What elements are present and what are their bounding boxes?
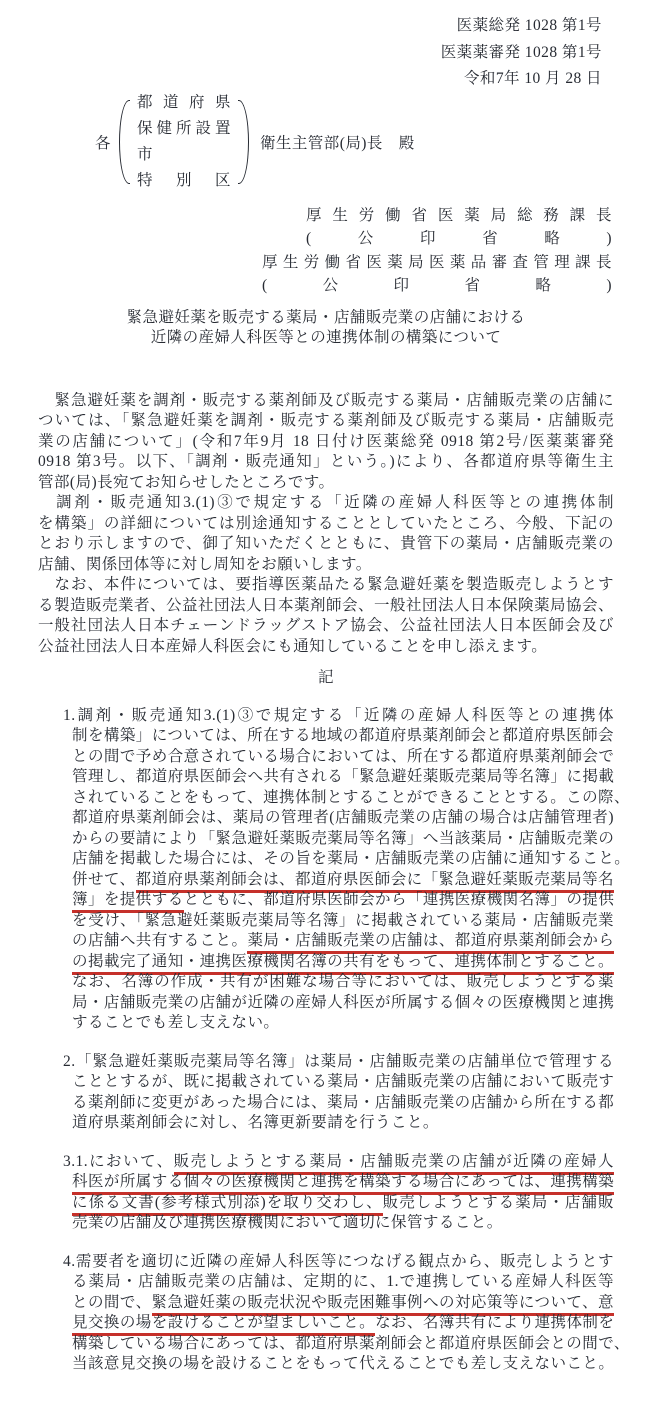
text-line (72, 808, 614, 829)
text-line (72, 952, 614, 973)
text-line (38, 555, 614, 576)
paragraph (38, 575, 614, 657)
ki-heading: 記 (318, 669, 334, 686)
text-line (63, 1252, 614, 1273)
text-line (72, 993, 614, 1014)
text-line (72, 890, 614, 911)
list-item-3 (38, 1152, 614, 1234)
text-line (38, 411, 614, 432)
red-underlined-text: に係る文書(参考様式別添)を取り交わし、 (72, 1194, 383, 1216)
text-segment: 都道府県薬剤師会は、薬局の管理者(店舗販売業の店舗の場合は店舗管理者) (72, 809, 614, 826)
text-line (72, 1272, 614, 1293)
text-line (38, 616, 614, 637)
text-segment: る薬局・店舗販売業の店舗は、定期的に、1.で連携している産婦人科医等 (72, 1273, 614, 1290)
text-line (72, 726, 614, 747)
text-segment: 4.需要者を適切に近隣の産婦人科医等につなげる観点から、販売しようとす (63, 1252, 614, 1270)
text-line (72, 931, 614, 952)
text-segment: とともに、都道府県医師会から「連携医療機関名簿」の提供 (183, 891, 615, 908)
text-segment: 一般社団法人日本チェーンドラッグストア協会、公益社団法人日本医師会及び (38, 617, 614, 634)
text-line (38, 473, 614, 494)
addressee-suffix: 衛生主管部(局)長 殿 (259, 134, 415, 152)
text-segment: を受け、「緊急避妊薬販売薬局等名簿」に掲載されている薬局・店舗販売業 (72, 911, 614, 929)
right-bracket (238, 100, 249, 184)
text-segment: 店舗を掲載した場合には、その旨を薬局・店舗販売業の店舗に通知すること。 (72, 850, 631, 867)
text-line (72, 1334, 630, 1355)
text-line (38, 575, 614, 596)
list-item-2 (38, 1052, 614, 1134)
text-line (72, 1113, 614, 1134)
text-segment: 管部(局)長宛てお知らせしたところです。 (38, 473, 335, 491)
text-segment: 道府県薬剤師会に対し、名簿更新要請を行うこと。 (72, 1114, 439, 1131)
text-segment: 公益社団法人日本産婦人科医会にも通知していることを申し添えます。 (38, 637, 548, 655)
sender-entry (306, 204, 612, 251)
text-line (72, 849, 631, 870)
text-segment: 構築している場合にあっては、都道府県薬剤師会と都道府県医師会との間で、 (72, 1334, 630, 1352)
text-segment: との間で、 (72, 1293, 152, 1311)
list-item-4 (38, 1252, 630, 1375)
text-segment: 局・店舗販売業の店舗が近隣の産婦人科医が所属する個々の医療機関と連携 (72, 993, 615, 1011)
sender-block (38, 204, 614, 298)
text-line (38, 452, 614, 473)
addressee-line: 特別区 (136, 171, 231, 189)
document-title-line: 近隣の産婦人科医等との連携体制の構築について (150, 329, 502, 346)
text-segment: の店舗へ共有すること。 (72, 932, 248, 949)
paragraph (38, 391, 614, 494)
document-body (38, 391, 614, 658)
text-line (72, 870, 614, 891)
sender-seal-omitted: (公印省略) (306, 230, 612, 247)
text-line (38, 432, 614, 453)
text-line (72, 747, 614, 768)
document-number-block (38, 13, 614, 93)
document-number-line: 医薬総発 1028 第1号 (456, 17, 602, 34)
sender-title: 厚生労働省医薬局総務課長 (306, 206, 612, 224)
text-line (63, 706, 614, 727)
text-segment: 店舗、関係団体等に対し周知をお願いします。 (38, 555, 372, 573)
text-line (63, 1152, 614, 1173)
sender-seal-omitted: (公印省略) (262, 277, 612, 294)
text-segment: 3.1.において、 (63, 1152, 174, 1170)
text-segment: 1.調剤・販売通知3.(1)③で規定する「近隣の産婦人科医等との連携体 (63, 706, 614, 724)
text-line (72, 1354, 614, 1375)
text-segment: 業の店舗について」(令和7年9月 18 日付け医薬総発 0918 第2号/医薬薬審発 (38, 432, 614, 450)
text-segment: 2.「緊急避妊薬販売薬局等名簿」は薬局・店舗販売業の店舗単位で管理する (63, 1052, 614, 1070)
text-line (38, 596, 614, 617)
red-underlined-text: 販売しようとする薬局・店舗販売業の店舗が近隣の産婦人 (174, 1153, 614, 1175)
red-underlined-text: 薬局・店舗販売業の店舗は、都道府県薬剤師会から (247, 932, 614, 954)
text-line (72, 1072, 614, 1093)
text-line (38, 391, 614, 412)
list-item-1 (38, 706, 631, 1034)
text-segment: る製造販売業者、公益社団法人日本薬剤師会、一般社団法人日本保険薬局協会、 (38, 596, 614, 614)
text-segment: 0918 第3号。以下、「調剤・販売通知」という。)により、各都道府県等衛生主 (38, 453, 614, 470)
text-line (72, 1213, 614, 1234)
document-date: 令和7年 10 月 28 日 (463, 70, 602, 87)
red-underlined-text: 見交換の場を設けることが望ましいこと。 (72, 1314, 375, 1336)
text-segment: 制を構築」については、所在する地域の都道府県薬剤師会と都道府県医師会 (72, 727, 614, 744)
text-line (72, 767, 614, 788)
text-line (38, 493, 614, 514)
text-segment: 販売しようとする薬局・店舗販 (382, 1193, 614, 1211)
red-underlined-text: 緊急避妊薬の販売状況や販売困難事例への対応策等について、意 (152, 1294, 614, 1316)
text-line (38, 637, 614, 658)
red-underlined-text: 簿」を提供する (72, 891, 184, 913)
text-line (72, 788, 630, 809)
text-line (38, 514, 614, 535)
text-segment: からの要請により「緊急避妊薬販売薬局等名簿」へ当該薬局・店舗販売業の (72, 829, 615, 847)
text-segment: 当該意見交換の場を設けることをもって代えることでも差し支えないこと。 (72, 1355, 615, 1372)
text-line (72, 829, 614, 850)
text-segment: されていることをもって、連携体制とすることができることとする。この際、 (72, 788, 630, 806)
text-segment: こととするが、既に掲載されている薬局・店舗販売業の店舗において販売す (72, 1073, 615, 1090)
text-segment: 併せて、 (72, 870, 136, 888)
text-line (72, 972, 614, 993)
red-underlined-text: 科医が所属する個々の医療機関と連携を構築する場合にあっては、連携構築 (72, 1173, 614, 1195)
sender-title: 厚生労働省医薬局医薬品審査管理課長 (262, 253, 612, 271)
text-segment: することでも差し支えない。 (72, 1014, 280, 1031)
addressee-line: 保健所設置市 (136, 119, 231, 163)
addressee-prefix: 各 (95, 134, 111, 152)
text-line (72, 1193, 614, 1214)
text-segment: を構築」の詳細については別途通知することとしていたところ、今般、下記の (38, 514, 614, 532)
red-underlined-text: の掲載完了通知・連携医療機関名簿の共有をもって、連携体制とすること。 (72, 953, 614, 975)
text-segment: 緊急避妊薬を調剤・販売する薬剤師及び販売する薬局・店舗販売業の店舗に (38, 391, 614, 409)
addressee-block (95, 93, 614, 189)
text-line (72, 1172, 614, 1193)
document-title-line: 緊急避妊薬を販売する薬局・店舗販売業の店舗における (126, 308, 526, 326)
text-line (72, 911, 614, 932)
addressee-line: 都道府県 (136, 93, 231, 111)
text-segment: 調剤・販売通知3.(1)③で規定する「近隣の産婦人科医等との連携体制 (38, 494, 614, 511)
sender-entry (262, 251, 612, 298)
text-line (72, 1293, 614, 1314)
text-segment: なお、名簿共有により連携体制を (375, 1314, 615, 1331)
addressee-bracket-lines (137, 90, 231, 194)
paragraph (38, 493, 614, 575)
text-segment: 管理し、都道府県医師会へ共有される「緊急避妊薬販売薬局等名簿」に掲載 (72, 768, 615, 785)
text-line (38, 534, 614, 555)
text-line (72, 1313, 614, 1334)
red-underlined-text: 都道府県薬剤師会は、都道府県医師会に「緊急避妊薬販売薬局等名 (136, 871, 615, 893)
text-segment: ついては、「緊急避妊薬を調剤・販売する薬剤師及び販売する薬局・店舗販売 (38, 412, 614, 429)
text-segment: なお、名簿の作成・共有が困難な場合等においては、販売しようとする薬 (72, 973, 614, 990)
text-segment: との間で予め合意されている場合においては、所在する都道府県薬剤師会で (72, 747, 615, 765)
text-segment: 売業の店舗及び連携医療機関において適切に保管すること。 (72, 1214, 503, 1231)
text-segment: なお、本件については、要指導医薬品たる緊急避妊薬を製造販売しようとす (38, 576, 614, 593)
numbered-items (38, 706, 631, 1375)
text-segment: とおり示しますので、御了知いただくとともに、貴管下の薬局・店舗販売業の (38, 535, 614, 552)
text-line (63, 1052, 614, 1073)
text-line (72, 1013, 614, 1034)
document-title (38, 308, 614, 349)
document-number-line: 医薬薬審発 1028 第1号 (440, 43, 602, 61)
text-segment: る薬剤師に変更があった場合には、薬局・店舗販売業の店舗から所在する都 (72, 1093, 615, 1111)
left-bracket (119, 100, 130, 184)
text-line (72, 1093, 614, 1114)
